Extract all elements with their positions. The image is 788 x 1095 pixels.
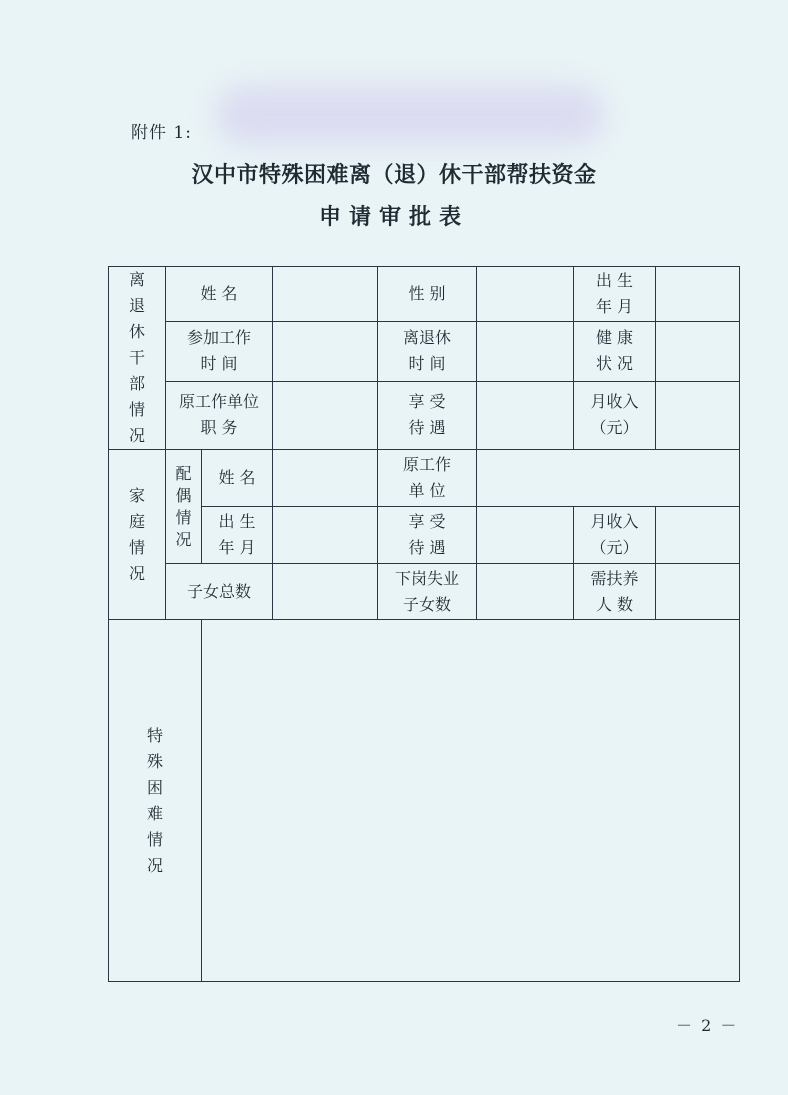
field-benefits[interactable]	[477, 381, 574, 449]
field-orig-unit[interactable]	[273, 381, 378, 449]
label-retire-time: 离退休 时 间	[378, 322, 477, 381]
label-health: 健 康 状 况	[574, 322, 656, 381]
label-name: 姓 名	[166, 267, 273, 322]
field-spouse-benefits[interactable]	[477, 507, 574, 564]
label-dependents: 需扶养 人 数	[574, 564, 656, 620]
label-birth: 出 生 年 月	[574, 267, 656, 322]
label-children-total: 子女总数	[166, 564, 273, 620]
label-laid-off-children: 下岗失业 子女数	[378, 564, 477, 620]
vertical-label: 家 庭 情 况	[128, 485, 145, 583]
label-spouse-income: 月收入 （元）	[574, 507, 656, 564]
label-benefits: 享 受 待 遇	[378, 381, 477, 449]
label-gender: 性 别	[378, 267, 477, 322]
field-spouse-income[interactable]	[656, 507, 740, 564]
label-income: 月收入 （元）	[574, 381, 656, 449]
field-hardship[interactable]	[202, 620, 740, 982]
vertical-label: 特 殊 困 难 情 况	[146, 725, 163, 875]
label-spouse-name: 姓 名	[202, 450, 273, 507]
section-hardship	[109, 620, 202, 982]
document-title: 汉中市特殊困难离（退）休干部帮扶资金	[191, 162, 597, 188]
field-work-start[interactable]	[273, 322, 378, 381]
field-health[interactable]	[656, 322, 740, 381]
section-family	[109, 450, 166, 620]
field-name[interactable]	[273, 267, 378, 322]
page-number: － 2 －	[676, 1016, 739, 1035]
field-dependents[interactable]	[656, 564, 740, 620]
field-spouse-unit[interactable]	[477, 450, 740, 507]
field-children-total[interactable]	[273, 564, 378, 620]
scan-smudge	[215, 85, 605, 145]
label-work-start: 参加工作 时 间	[166, 322, 273, 381]
field-income[interactable]	[656, 381, 740, 449]
label-spouse-benefits: 享 受 待 遇	[378, 507, 477, 564]
field-laid-off-children[interactable]	[477, 564, 574, 620]
vertical-label: 配 偶 情 况	[175, 463, 192, 549]
attachment-label: 附件 1:	[131, 123, 192, 143]
field-retire-time[interactable]	[477, 322, 574, 381]
label-orig-unit: 原工作单位 职 务	[166, 381, 273, 449]
field-spouse-birth[interactable]	[273, 507, 378, 564]
field-birth[interactable]	[656, 267, 740, 322]
label-spouse-unit: 原工作 单 位	[378, 450, 477, 507]
section-spouse	[166, 450, 202, 564]
label-spouse-birth: 出 生 年 月	[202, 507, 273, 564]
field-spouse-name[interactable]	[273, 450, 378, 507]
vertical-label: 离 退 休 干 部 情 况	[128, 270, 145, 445]
section-retiree	[109, 267, 166, 450]
field-gender[interactable]	[477, 267, 574, 322]
application-form-table	[108, 266, 740, 982]
document-subtitle: 申请审批表	[318, 204, 469, 230]
